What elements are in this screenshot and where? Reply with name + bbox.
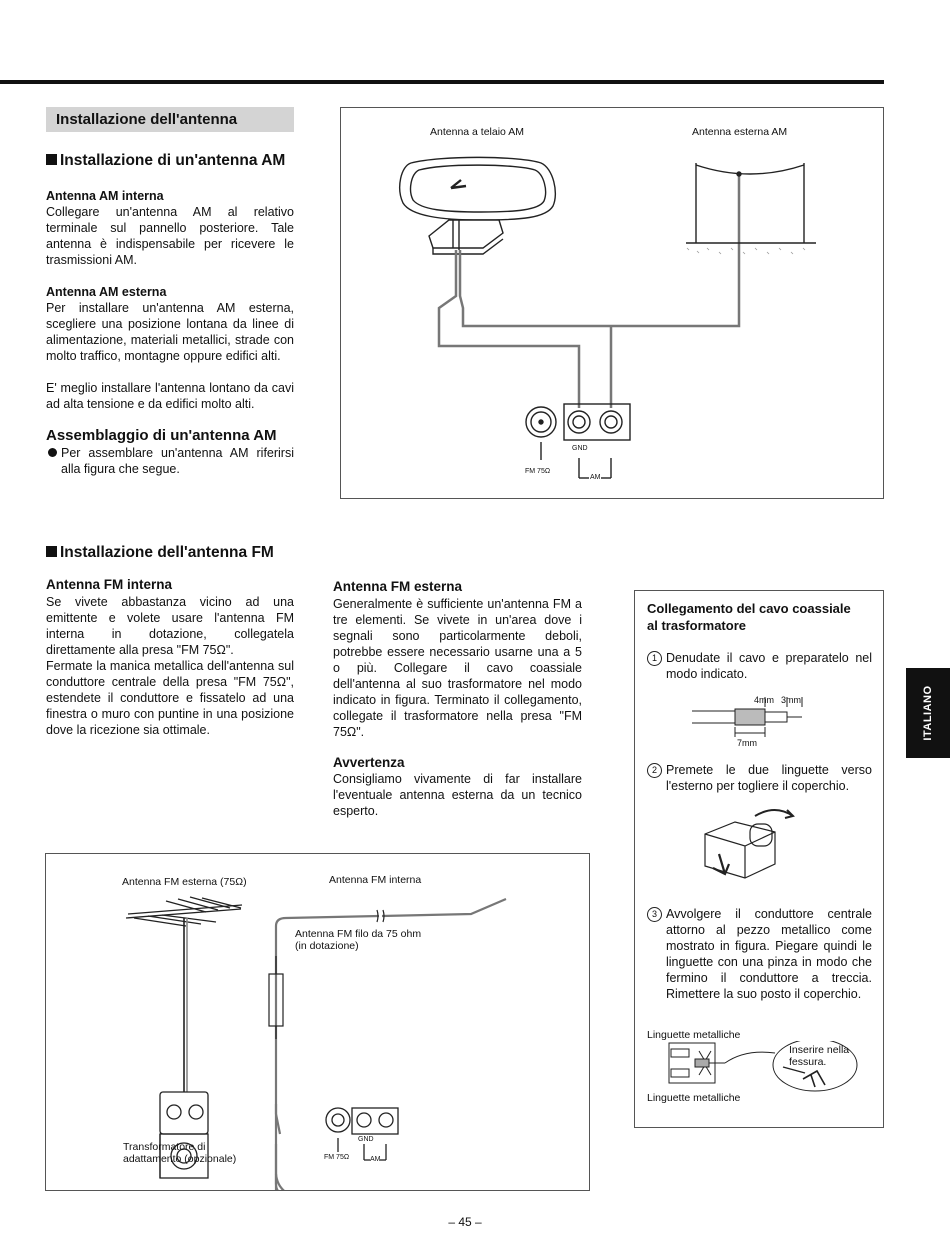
tabs-label-bottom: Linguette metalliche <box>647 1092 741 1104</box>
cover-removal-diagram <box>695 804 815 889</box>
top-rule <box>0 80 884 84</box>
step-number-badge: 2 <box>647 763 662 778</box>
fm-jack-icon <box>526 407 556 460</box>
tabs-label-top: Linguette metalliche <box>647 1029 741 1041</box>
fm-wire-label1: Antenna FM filo da 75 ohm <box>295 928 422 940</box>
am-outdoor-antenna-icon <box>686 163 816 288</box>
warning-title: Avvertenza <box>333 755 405 770</box>
fm-wire-label2: (in dotazione) <box>295 940 359 952</box>
am-internal-text: Collegare un'antenna AM al relativo terminale sul pannello posteriore. Tale antenna è indispensabile per ricevere le trasmissioni AM. <box>46 205 294 267</box>
am-terminal-icon <box>564 404 630 478</box>
step-number-badge: 3 <box>647 907 662 922</box>
am-assembly-title: Assemblaggio di un'antenna AM <box>46 427 277 444</box>
fm-yagi-antenna-icon <box>126 897 242 1092</box>
matching-transformer-icon <box>160 1092 208 1178</box>
dim-7mm: 7mm <box>737 738 757 748</box>
fm-gnd-label: GND <box>358 1136 374 1143</box>
section-title: Installazione dell'antenna <box>46 107 294 132</box>
fm-internal-text2: Fermate la manica metallica dell'antenna sul conduttore centrale della presa "FM 75Ω", estendete il conduttore e fissatelo ad una finestra o muro con puntine in una posizione dove la ricezione sia ottimale. <box>46 659 294 737</box>
fm-internal-title: Antenna FM interna <box>46 577 173 592</box>
fm-heading: Installazione dell'antenna FM <box>46 544 274 562</box>
page-number: – 45 – <box>448 1215 482 1229</box>
square-bullet-icon <box>46 546 57 557</box>
am-diagram-frame <box>340 107 884 499</box>
language-tab: ITALIANO <box>906 668 950 758</box>
dim-3mm: 3mm <box>781 695 801 705</box>
fm-receiver-jack-icon <box>326 1108 398 1160</box>
am-external-text1: Per installare un'antenna AM esterna, scegliere una posizione lontana da linee di alimentazione, materiali metallici, strade con molto traffico, montagne oppure edifici alti. <box>46 301 294 363</box>
coax-title2: al trasformatore <box>647 618 746 633</box>
coax-title1: Collegamento del cavo coassiale <box>647 601 851 616</box>
am-loop-antenna-icon <box>400 157 556 254</box>
coax-step1: 1 Denudate il cavo e preparatelo nel modo indicato. <box>647 650 872 682</box>
step-number-badge: 1 <box>647 651 662 666</box>
warning-text: Consigliamo vivamente di far installare l'eventuale antenna esterna da un tecnico esperto. <box>333 772 582 818</box>
dim-4mm: 4mm <box>754 695 774 705</box>
am-internal-title: Antenna AM interna <box>46 189 164 203</box>
am-heading: Installazione di un'antenna AM <box>46 152 285 170</box>
coax-step2: 2 Premete le due linguette verso l'esterno per togliere il coperchio. <box>647 762 872 794</box>
am-fm-label: FM 75Ω <box>525 468 551 475</box>
insert-label2: fessura. <box>789 1056 827 1068</box>
fm-internal-text1: Se vivete abbastanza vicino ad una emittente e volete usare l'antenna FM interna in dotazione, collegatela direttamente alla presa "FM 75Ω". <box>46 595 294 657</box>
fm-am-label: AM <box>370 1156 381 1163</box>
coax-box <box>634 590 884 1128</box>
coax-step3: 3 Avvolgere il conduttore centrale attorno al pezzo metallico come mostrato in figura. Piegare quindi le linguette con una pinza in modo che fermino il conduttore a treccia. Rimettere la suo posto il coperchio. <box>647 906 872 1002</box>
fm-diagram-frame <box>45 853 590 1191</box>
fm-external-title: Antenna FM esterna <box>333 579 463 594</box>
fm-diagram <box>46 854 589 1190</box>
am-assembly-bullet: Per assemblare un'antenna AM riferirsi alla figura che segue. <box>46 445 294 477</box>
am-outdoor-label: Antenna esterna AM <box>692 126 788 138</box>
fm-indoor-label: Antenna FM interna <box>329 874 422 886</box>
am-gnd-label: GND <box>572 445 588 452</box>
transformer-label2: adattamento (opzionale) <box>123 1153 237 1165</box>
insert-label1: Inserire nella <box>789 1044 850 1056</box>
am-diagram <box>341 108 883 498</box>
am-am-label: AM <box>590 474 601 481</box>
fm-outdoor-label: Antenna FM esterna (75Ω) <box>122 876 247 888</box>
square-bullet-icon <box>46 154 57 165</box>
am-loop-label: Antenna a telaio AM <box>430 126 524 138</box>
am-external-text2: E' meglio installare l'antenna lontano da cavi ad alta tensione e da edifici molto alti. <box>46 381 294 411</box>
am-external-title: Antenna AM esterna <box>46 285 167 299</box>
fm-external-text: Generalmente è sufficiente un'antenna FM a tre elementi. Se vivete in un'area dove i segnali sono particolarmente deboli, potrebbe essere necessario usarne una a 5 o più. Collegare il cavo coassiale dell'antenna al suo trasformatore nel modo indicato in figura. Terminato il collegamento, collegate il trasformatore nella presa "FM 75Ω". <box>333 597 582 739</box>
fm-fm-label: FM 75Ω <box>324 1154 350 1161</box>
bullet-dot-icon <box>48 448 57 457</box>
transformer-label1: Transformatore di <box>123 1141 206 1153</box>
